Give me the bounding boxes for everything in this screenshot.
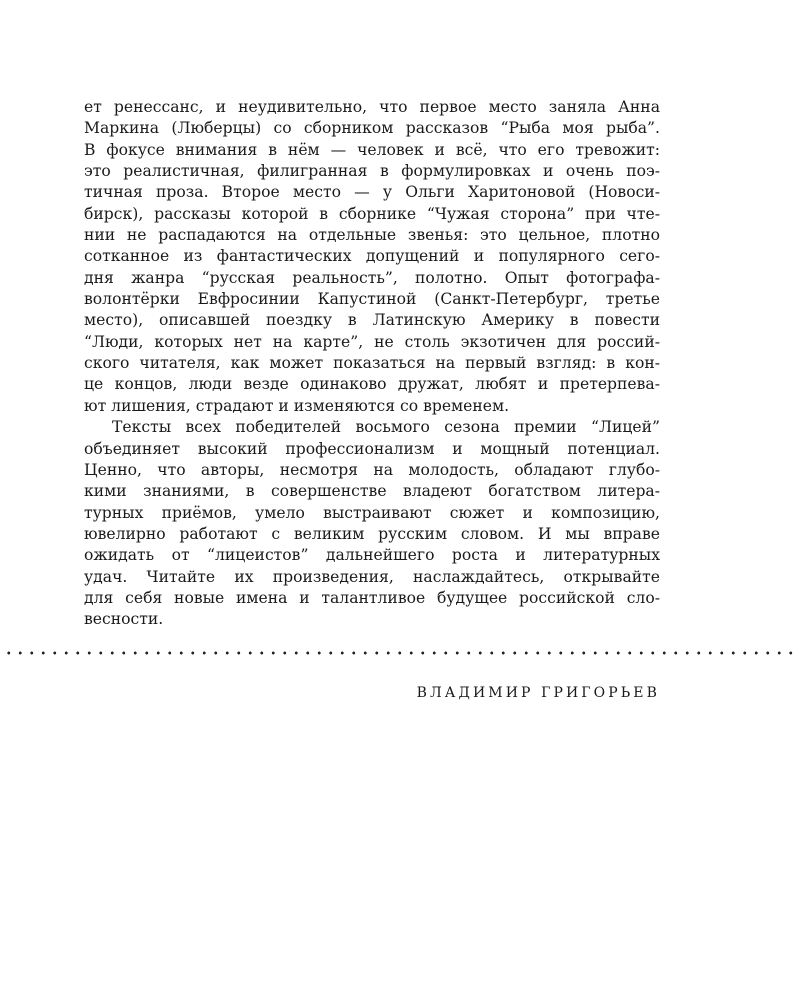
text-line: ювелирно работают с великим русским словом. И мы вправе (84, 524, 660, 543)
text-line: нии не распадаются на отдельные звенья: это цельное, плотно (84, 226, 660, 245)
paragraph-2 (84, 417, 660, 630)
paragraph-1 (84, 97, 660, 417)
article-body (84, 97, 660, 631)
text-line: бирск), рассказы которой в сборнике “Чужая сторона” при чте- (84, 204, 660, 223)
text-line: это реалистичная, филигранная в формулировках и очень поэ- (84, 162, 660, 181)
text-line: Маркина (Люберцы) со сборником рассказов “Рыба моя рыба”. (84, 119, 660, 138)
text-line: це концов, люди везде одинаково дружат, любят и претерпева- (84, 375, 660, 394)
text-line: ского читателя, как может показаться на первый взгляд: в кон- (84, 354, 660, 373)
text-line: место), описавшей поездку в Латинскую Америку в повести (84, 311, 660, 330)
text-line: Тексты всех победителей восьмого сезона премии “Лицей” (112, 418, 660, 437)
text-line: ют лишения, страдают и изменяются со временем. (84, 396, 510, 415)
text-line: волонтёрки Евфросинии Капустиной (Санкт-Петербург, третье (84, 290, 660, 309)
text-line: дня жанра “русская реальность”, полотно. Опыт фотографа- (84, 268, 660, 287)
text-line: сотканное из фантастических допущений и популярного сего- (84, 247, 660, 266)
text-line: ожидать от “лицеистов” дальнейшего роста и литературных (84, 546, 660, 565)
text-line: ет ренессанс, и неудивительно, что первое место заняла Анна (84, 98, 660, 116)
text-line: удач. Читайте их произведения, наслаждайтесь, открывайте (84, 567, 660, 586)
text-line: “Люди, которых нет на карте”, не столь экзотичен для россий- (84, 332, 660, 351)
text-line: Ценно, что авторы, несмотря на молодость, обладают глубо- (84, 460, 660, 479)
text-line: объединяет высокий профессионализм и мощный потенциал. (84, 439, 660, 458)
text-line: кими знаниями, в совершенстве владеют богатством литера- (84, 482, 660, 501)
text-line: турных приёмов, умело выстраивают сюжет и композицию, (84, 503, 660, 522)
text-line: для себя новые имена и талантливое будущее российской сло- (84, 588, 660, 607)
text-line: весности. (84, 610, 164, 629)
author-signature: ВЛАДИМИР ГРИГОРЬЕВ (416, 685, 660, 701)
text-line: В фокусе внимания в нём — человек и всё, что его тревожит: (84, 140, 660, 159)
dotted-divider (0, 651, 800, 655)
text-line: тичная проза. Второе место — у Ольги Харитоновой (Новоси- (84, 183, 660, 202)
